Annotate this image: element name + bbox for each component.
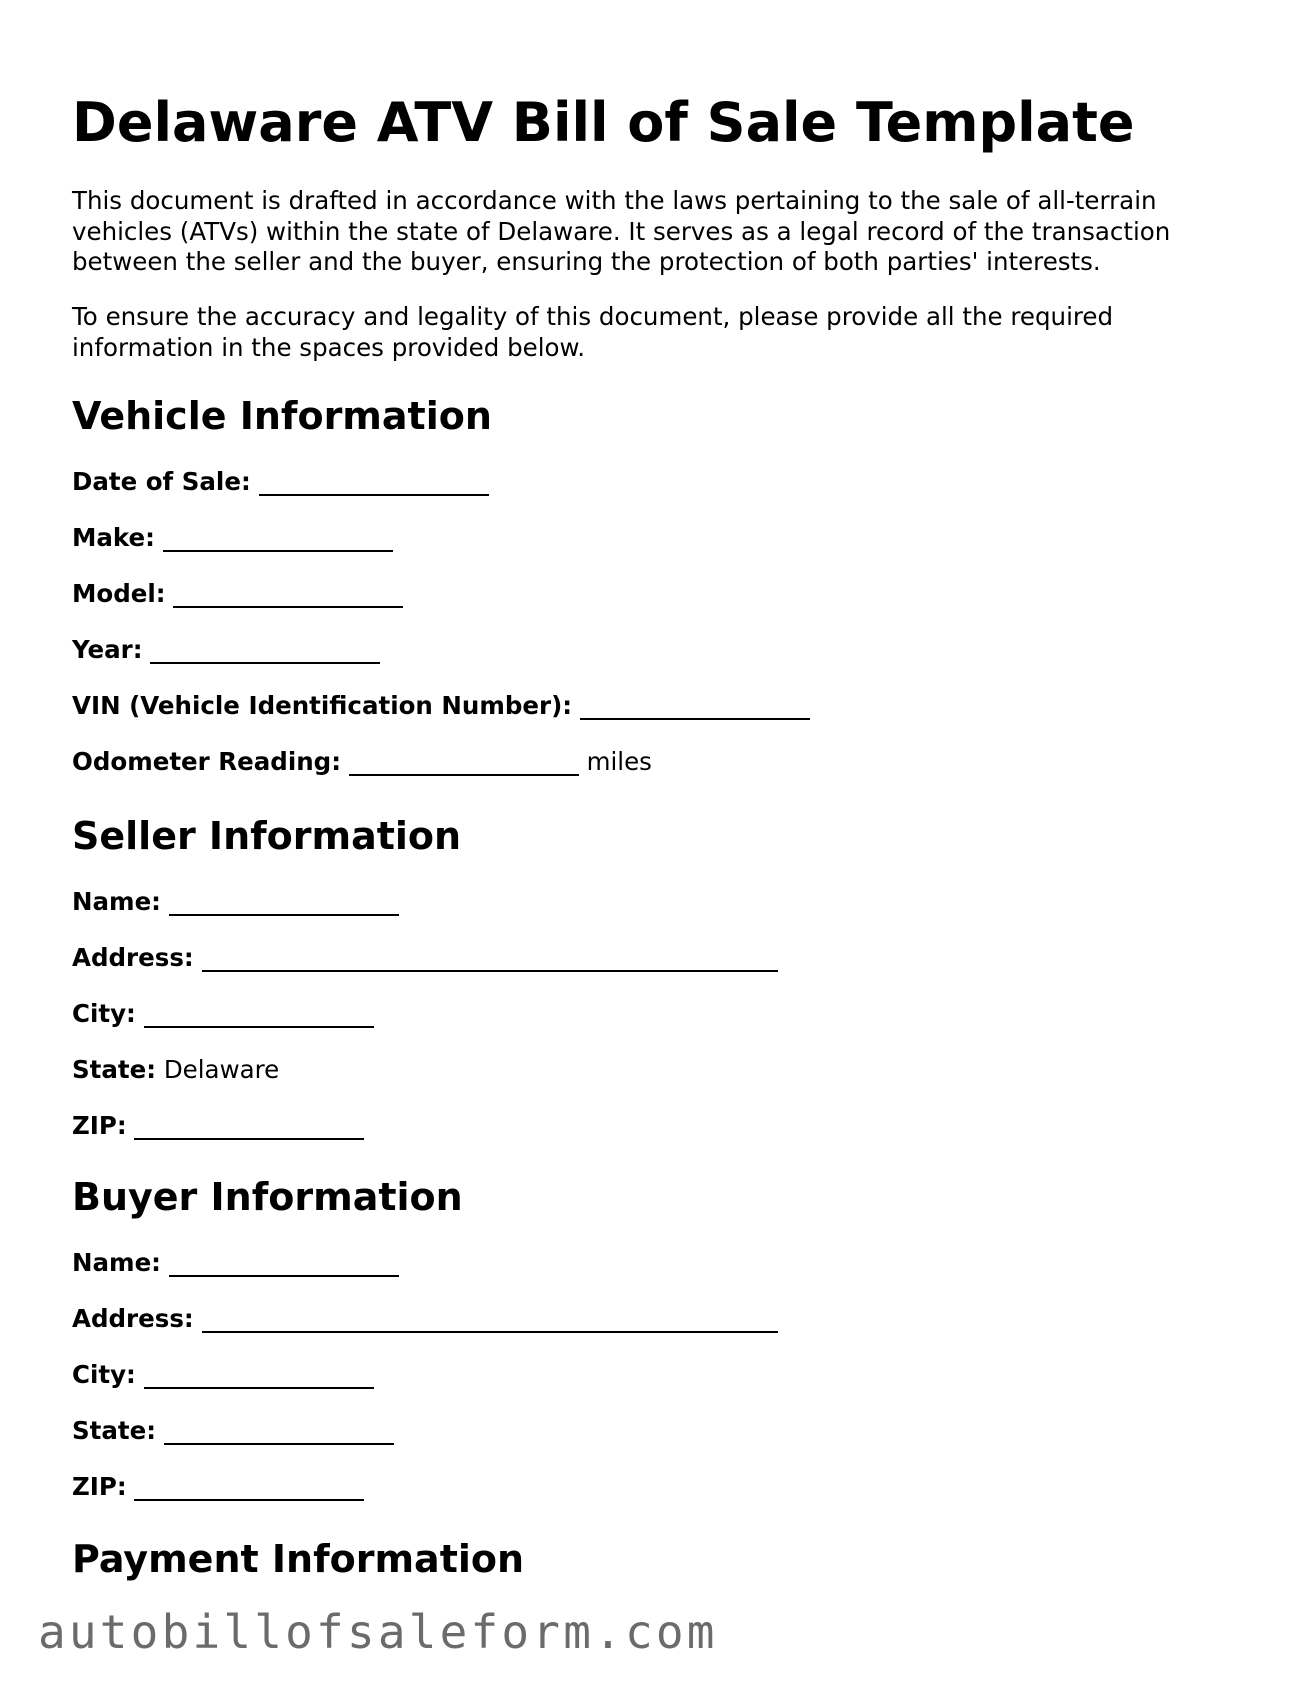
seller-city-blank[interactable]	[144, 1004, 374, 1028]
seller-name-blank[interactable]	[169, 892, 399, 916]
payment-section-heading: Payment Information	[72, 1537, 525, 1581]
buyer-zip-field	[72, 1471, 364, 1503]
year-blank[interactable]	[150, 640, 380, 664]
vin-field	[72, 690, 810, 722]
document-title: Delaware ATV Bill of Sale Template	[72, 91, 1135, 154]
year-field	[72, 634, 380, 666]
model-field	[72, 578, 403, 610]
buyer-city-field	[72, 1359, 374, 1391]
seller-state-field	[72, 1054, 279, 1086]
date-of-sale-blank[interactable]	[259, 472, 489, 496]
seller-name-field	[72, 886, 399, 918]
buyer-address-label: Address:	[72, 1304, 194, 1333]
seller-zip-blank[interactable]	[134, 1116, 364, 1140]
buyer-section-heading: Buyer Information	[72, 1175, 463, 1219]
seller-zip-field	[72, 1110, 364, 1142]
date-of-sale-field	[72, 466, 489, 498]
buyer-state-blank[interactable]	[164, 1421, 394, 1445]
seller-section-heading: Seller Information	[72, 814, 462, 858]
buyer-city-label: City:	[72, 1360, 136, 1389]
buyer-city-blank[interactable]	[144, 1365, 374, 1389]
buyer-name-blank[interactable]	[169, 1253, 399, 1277]
buyer-zip-label: ZIP:	[72, 1472, 127, 1501]
model-label: Model:	[72, 579, 166, 608]
buyer-name-field	[72, 1247, 399, 1279]
odometer-label: Odometer Reading:	[72, 747, 342, 776]
odometer-field	[72, 746, 652, 778]
seller-address-field	[72, 942, 778, 974]
seller-address-label: Address:	[72, 943, 194, 972]
seller-city-field	[72, 998, 374, 1030]
buyer-address-blank[interactable]	[202, 1309, 778, 1333]
seller-state-value: Delaware	[163, 1055, 280, 1084]
site-watermark: autobillofsaleform.com	[38, 1605, 718, 1659]
intro-paragraph-2: To ensure the accuracy and legality of this document, please provide all the required information in the spaces provided below.	[72, 302, 1114, 362]
buyer-address-field	[72, 1303, 778, 1335]
seller-state-label: State:	[72, 1055, 157, 1084]
make-blank[interactable]	[163, 528, 393, 552]
vehicle-section-heading: Vehicle Information	[72, 394, 492, 438]
seller-city-label: City:	[72, 999, 136, 1028]
vin-blank[interactable]	[580, 696, 810, 720]
year-label: Year:	[72, 635, 143, 664]
intro-paragraph-1: This document is drafted in accordance with the laws pertaining to the sale of all-terrain vehicles (ATVs) within the state of Delaware. It serves as a legal record of the transaction between the seller and the buyer, ensuring the protection of both parties' interests.	[72, 186, 1171, 276]
model-blank[interactable]	[173, 584, 403, 608]
buyer-state-field	[72, 1415, 394, 1447]
seller-name-label: Name:	[72, 887, 161, 916]
buyer-zip-blank[interactable]	[134, 1477, 364, 1501]
seller-zip-label: ZIP:	[72, 1111, 127, 1140]
seller-address-blank[interactable]	[202, 948, 778, 972]
odometer-blank[interactable]	[349, 752, 579, 776]
vin-label: VIN (Vehicle Identification Number):	[72, 691, 573, 720]
buyer-state-label: State:	[72, 1416, 157, 1445]
buyer-name-label: Name:	[72, 1248, 161, 1277]
date-of-sale-label: Date of Sale:	[72, 467, 251, 496]
make-field	[72, 522, 393, 554]
make-label: Make:	[72, 523, 155, 552]
odometer-unit: miles	[586, 747, 652, 776]
